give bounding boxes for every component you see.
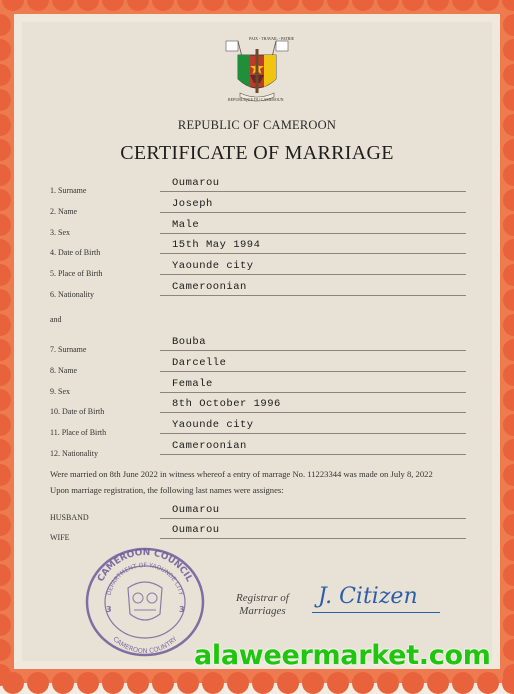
wife-field-value-1: Bouba [172,336,207,348]
scallop-shape [402,672,424,694]
emblem-left-flag [226,41,242,57]
scallop-shape [27,672,49,694]
stamp-emblem-icon [128,582,162,620]
stamp-top-text: CAMEROON COUNCIL [96,547,194,584]
husband-field-underline [160,295,466,296]
wife-field-value-5: Yaounde city [172,419,254,432]
scallop-shape [427,672,449,694]
husband-field-label-1: 1. Surname [50,186,87,195]
assigned-field-label-1: HUSBAND [50,513,89,522]
husband-field-value-3: Male [172,218,200,231]
assigned-field-value-1: Oumarou [172,504,220,516]
wife-field-underline [160,392,466,393]
stamp-middle-text: DEPARTMENT OF YAOUNDE CITY [105,561,185,597]
certificate-title: CERTIFICATE OF MARRIAGE [120,142,394,164]
registrar-line-1: Registrar of [236,592,289,604]
emblem-right-flag [272,41,288,57]
registrar-caption [236,592,289,618]
wife-field-value-6: Cameroonian [172,440,247,452]
scallop-shape [452,672,474,694]
scallop-shape [352,672,374,694]
assigned-field-value-2: Oumarou [172,523,220,536]
and-label: and [50,315,62,324]
scallop-shape [252,672,274,694]
husband-field-label-6: 6. Nationality [50,290,94,299]
scallop-shape [202,672,224,694]
husband-field-value-5: Yaounde city [172,260,254,273]
husband-field-value-1: Oumarou [172,177,220,189]
wife-field-underline [160,412,466,413]
husband-field-underline [160,253,466,254]
husband-field-label-5: 5. Place of Birth [50,269,103,279]
scallop-shape [377,672,399,694]
registration-statement: Upon marriage registration, the following last names were assignes: [50,485,284,495]
husband-field-value-2: Joseph [172,197,213,210]
husband-field-underline [160,274,466,275]
wife-field-label-4: 10. Date of Birth [50,407,105,417]
scallop-shape [102,672,124,694]
husband-field-underline [160,233,466,234]
scallop-shape [52,672,74,694]
scallop-shape [177,672,199,694]
assigned-field-label-2: WIFE [50,532,70,542]
scallop-shape [327,672,349,694]
husband-field-value-4: 15th May 1994 [172,239,261,252]
republic-heading: REPUBLIC OF CAMEROON [177,118,337,132]
husband-field-value-6: Cameroonian [172,281,247,293]
scallop-shape [302,672,324,694]
stamp-number-right: 3 [179,605,185,614]
wife-field-label-6: 12. Nationality [50,449,98,458]
scallop-shape [77,672,99,694]
wife-field-value-2: Darcelle [172,356,227,369]
stamp-bottom-text: CAMEROON COUNTRY [111,635,179,656]
scallop-shape [227,672,249,694]
council-stamp [84,546,206,658]
husband-field-label-4: 4. Date of Birth [50,248,101,258]
wife-field-label-2: 8. Name [50,365,78,375]
husband-field-underline [160,212,466,213]
scallop-shape [277,672,299,694]
cameroon-coat-of-arms-icon [220,35,294,105]
husband-field-label-3: 3. Sex [50,227,70,237]
wife-field-label-3: 9. Sex [50,386,70,396]
scallop-shape [152,672,174,694]
husband-field-underline [160,191,466,192]
husband-field-label-2: 2. Name [50,206,78,216]
watermark-text: alaweermarket.com [194,640,491,671]
signature-line [312,612,440,613]
scallop-shape [127,672,149,694]
registrar-line-2: Marriages [239,605,286,617]
wife-field-underline [160,371,466,372]
wife-field-underline [160,350,466,351]
wife-field-value-4: 8th October 1996 [172,398,281,411]
wife-field-underline [160,454,466,455]
wife-field-value-3: Female [172,377,213,390]
marriage-statement: Were married on 8th June 2022 in witness whereof a entry of marrage No. 11223344 was made on July 8, 2022 [50,469,433,479]
wife-field-label-1: 7. Surname [50,345,87,354]
scallop-shape [477,672,499,694]
wife-field-underline [160,433,466,434]
assigned-field-underline [160,518,466,519]
registrar-signature: J. Citizen [318,584,418,609]
wife-field-label-5: 11. Place of Birth [50,428,107,438]
emblem-scroll-text: REPUBLIQUE DU CAMEROUN [228,97,284,102]
emblem-motto: PAIX - TRAVAIL - PATRIE [249,36,295,41]
stamp-number-left: 3 [106,605,112,614]
assigned-field-underline [160,538,466,539]
